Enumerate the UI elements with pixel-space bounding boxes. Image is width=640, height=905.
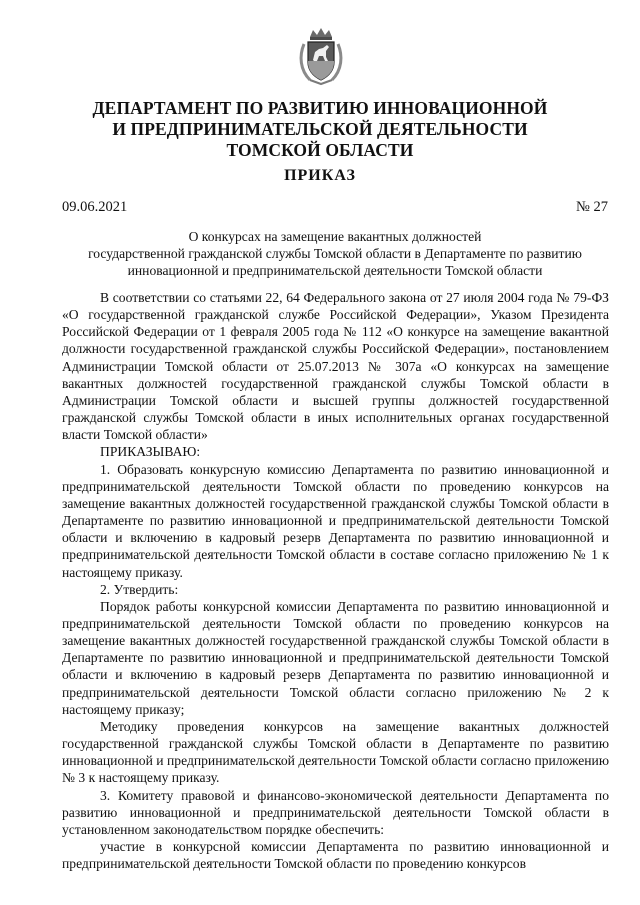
item-1-paragraph: 1. Образовать конкурсную комиссию Департамента по развитию инновационной и предпринимательской деятельности Томской области по проведению конкурсов на замещение вакантных должностей государственной гражданской службы Томской области в Департаменте по развитию инновационной и предпринимательской деятельности Томской области и включению в кадровый резерв Департамента по развитию инновационной и предпринимательской деятельности Томской области в составе согласно приложению № 1 к настоящему приказу.	[62, 461, 609, 580]
tomsk-region-coat-of-arms-icon	[298, 28, 344, 86]
order-keyword: ПРИКАЗЫВАЮ:	[100, 444, 201, 460]
item-2a-paragraph: Порядок работы конкурсной комиссии Департамента по развитию инновационной и предпринимательской деятельности Томской области по проведению конкурсов на замещение вакантных должностей государственной гражданской службы Томской области в Департаменте по развитию инновационной и предпринимательской деятельности Томской области и включению в кадровый резерв Департамента по развитию инновационной и предпринимательской деятельности Томской области согласно приложению № 2 к настоящему приказу;	[62, 598, 609, 717]
item-2-heading: 2. Утвердить:	[100, 581, 179, 597]
document-body	[62, 289, 609, 872]
subject-line: государственной гражданской службы Томской области в Департаменте по развитию	[88, 246, 582, 262]
subject-line: инновационной и предпринимательской деятельности Томской области	[127, 263, 543, 279]
org-line: ТОМСКОЙ ОБЛАСТИ	[226, 140, 414, 160]
org-line: И ПРЕДПРИНИМАТЕЛЬСКОЙ ДЕЯТЕЛЬНОСТИ	[112, 119, 528, 139]
item-3-paragraph: 3. Комитету правовой и финансово-экономической деятельности Департамента по развитию инновационной и предпринимательской деятельности Томской области в установленном законодательством порядке обеспечить:	[62, 787, 609, 837]
issuing-organization	[60, 98, 580, 161]
preamble-paragraph: В соответствии со статьями 22, 64 Федерального закона от 27 июля 2004 года № 79-ФЗ «О государственной гражданской службе Российской Федерации», Указом Президента Российской Федерации от 1 февраля 2005 года № 112 «О конкурсе на замещение вакантной должности государственной гражданской службы Российской Федерации», постановлением Администрации Томской области от 25.07.2013 № 307а «О конкурсах на замещение вакантных должностей государственной гражданской службы Томской области в Администрации Томской области и высшей группы должностей государственной гражданской службы Томской области в иных исполнительных органах государственной власти Томской области»	[62, 290, 609, 443]
item-3a-paragraph: участие в конкурсной комиссии Департамента по развитию инновационной и предпринимательской деятельности Томской области по проведению конкурсов	[62, 839, 609, 872]
subject-line: О конкурсах на замещение вакантных должностей	[188, 229, 482, 244]
document-type-title: ПРИКАЗ	[284, 167, 356, 184]
org-line: ДЕПАРТАМЕНТ ПО РАЗВИТИЮ ИННОВАЦИОННОЙ	[92, 98, 548, 118]
document-number: № 27	[576, 199, 608, 215]
document-subject	[60, 228, 610, 280]
item-2b-paragraph: Методику проведения конкурсов на замещение вакантных должностей государственной гражданской службы Томской области в Департаменте по развитию инновационной и предпринимательской деятельности Томской области согласно приложению № 3 к настоящему приказу.	[62, 718, 609, 786]
document-date: 09.06.2021	[62, 199, 128, 215]
